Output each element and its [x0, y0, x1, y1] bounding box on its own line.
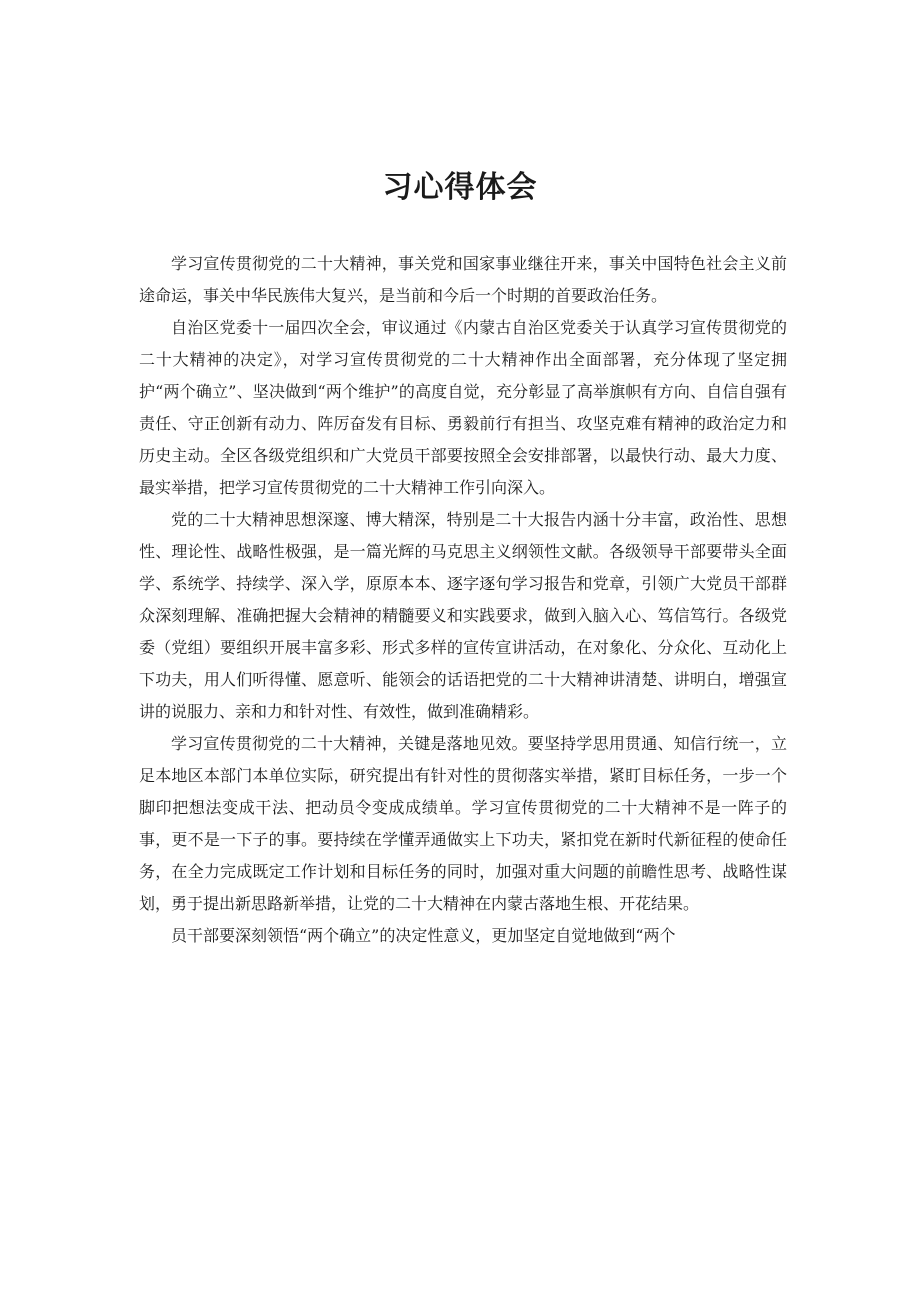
- document-body: [139, 248, 787, 952]
- paragraph-4: 学习宣传贯彻党的二十大精神，关键是落地见效。要坚持学思用贯通、知信行统一，立足本地区本部门本单位实际，研究提出有针对性的贯彻落实举措，紧盯目标任务，一步一个脚印把想法变成干法、把动员令变成成绩单。学习宣传贯彻党的二十大精神不是一阵子的事，更不是一下子的事。要持续在学懂弄通做实上下功夫，紧扣党在新时代新征程的使命任务，在全力完成既定工作计划和目标任务的同时，加强对重大问题的前瞻性思考、战略性谋划，勇于提出新思路新举措，让党的二十大精神在内蒙古落地生根、开花结果。: [139, 734, 787, 913]
- paragraph-5: 员干部要深刻领悟“两个确立”的决定性意义，更加坚定自觉地做到“两个: [171, 926, 676, 945]
- document-title: 习心得体会: [382, 170, 538, 205]
- paragraph-1: 学习宣传贯彻党的二十大精神，事关党和国家事业继往开来，事关中国特色社会主义前途命运，事关中华民族伟大复兴，是当前和今后一个时期的首要政治任务。: [139, 254, 787, 305]
- paragraph-3: 党的二十大精神思想深邃、博大精深，特别是二十大报告内涵十分丰富，政治性、思想性、理论性、战略性极强，是一篇光辉的马克思主义纲领性文献。各级领导干部要带头全面学、系统学、持续学、深入学，原原本本、逐字逐句学习报告和党章，引领广大党员干部群众深刻理解、准确把握大会精神的精髓要义和实践要求，做到入脑入心、笃信笃行。各级党委（党组）要组织开展丰富多彩、形式多样的宣传宣讲活动，在对象化、分众化、互动化上下功夫，用人们听得懂、愿意听、能领会的话语把党的二十大精神讲清楚、讲明白，增强宣讲的说服力、亲和力和针对性、有效性，做到准确精彩。: [139, 510, 787, 721]
- paragraph-2: 自治区党委十一届四次全会，审议通过《内蒙古自治区党委关于认真学习宣传贯彻党的二十大精神的决定》，对学习宣传贯彻党的二十大精神作出全面部署，充分体现了坚定拥护“两个确立”、坚决做到“两个维护”的高度自觉，充分彰显了高举旗帜有方向、自信自强有责任、守正创新有动力、阵厉奋发有目标、勇毅前行有担当、攻坚克难有精神的政治定力和历史主动。全区各级党组织和广大党员干部要按照全会安排部署，以最快行动、最大力度、最实举措，把学习宣传贯彻党的二十大精神工作引向深入。: [139, 318, 787, 497]
